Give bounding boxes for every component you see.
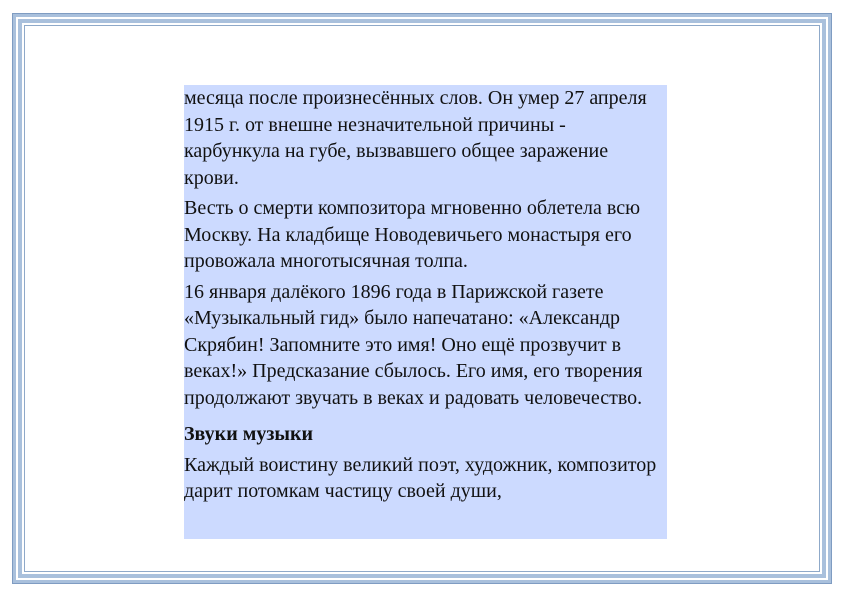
section-heading: Звуки музыки [184,423,314,445]
text-box [184,85,667,539]
paragraph-funeral: Весть о смерти композитора мгновенно облетела всю Москву. На кладбище Новодевичьего монастыря его провожала многотысячная толпа. [184,197,641,272]
paragraph-prediction: 16 января далёкого 1896 года в Парижской газете «Музыкальный гид» было напечатано: «Александр Скрябин! Запомните это имя! Оно ещё прозвучит в веках!» Предсказание сбылось. Его имя, его творения продолжают звучать в веках и радовать человечество. [184,280,643,409]
paragraph-music: Каждый воистину великий поэт, художник, композитор дарит потомкам частицу своей души, [184,453,657,502]
paragraph-death: месяца после произнесённых слов. Он умер 27 апреля 1915 г. от внешне незначительной причины - карбункула на губе, вызвавшего общее заражение крови. [184,87,647,189]
